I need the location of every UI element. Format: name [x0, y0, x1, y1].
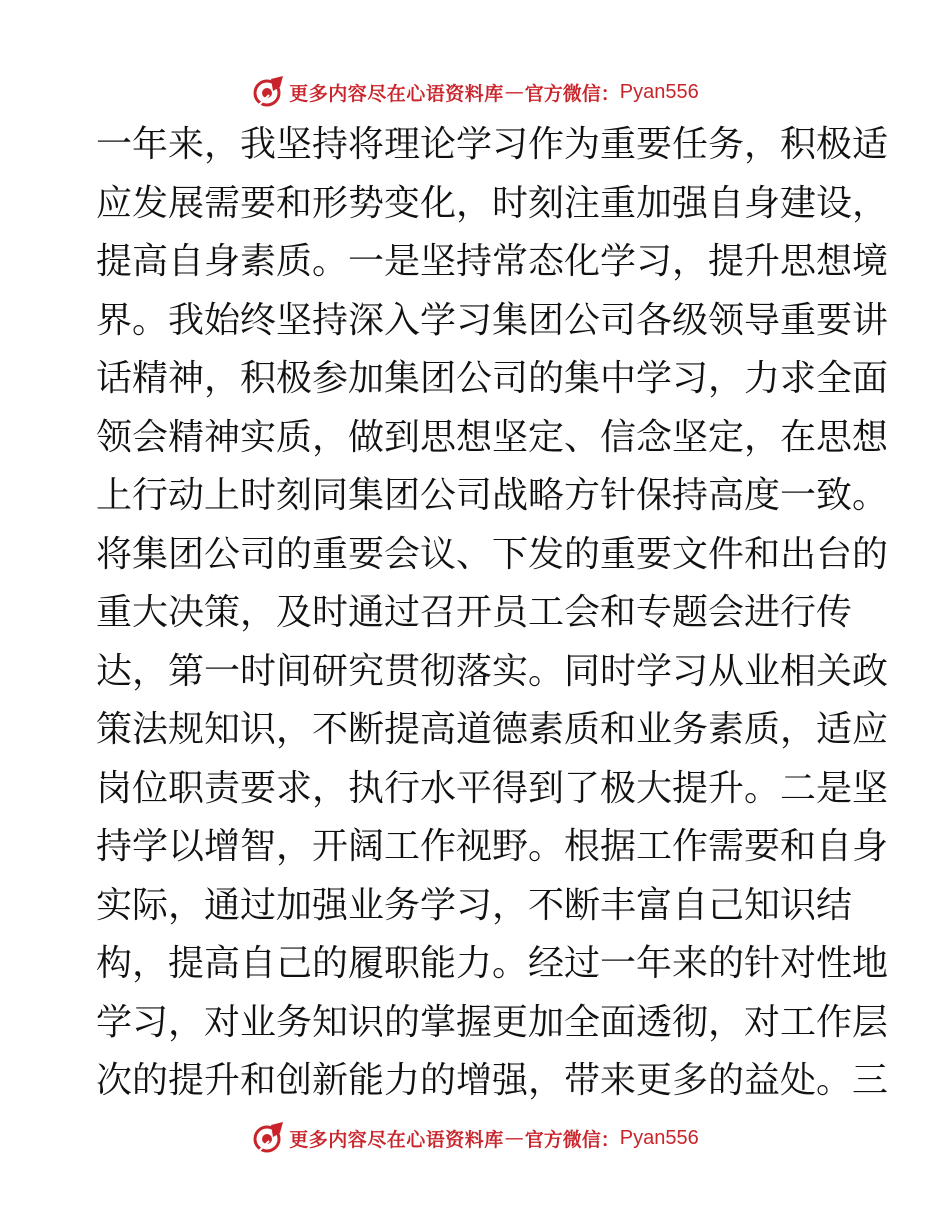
body-line-15: 构，提高自己的履职能力。经过一年来的针对性地 — [96, 943, 889, 984]
footer-contact-label: 官方微信： — [524, 1128, 620, 1151]
body-line-5: 话精神，积极参加集团公司的集中学习，力求全面 — [96, 358, 889, 399]
body-line-14: 实际，通过加强业务学习，不断丰富自己知识结 — [96, 884, 853, 926]
body-line-16: 学习，对业务知识的掌握更加全面透彻，对工作层 — [96, 1001, 889, 1043]
body-line-9: 重大决策，及时通过召开员工会和专题会进行传 — [96, 592, 853, 633]
body-line-13: 持学以增智，开阔工作视野。根据工作需要和自身 — [96, 826, 889, 867]
footer-banner — [0, 1118, 950, 1158]
quill-seal-icon — [251, 75, 285, 109]
body-line-10: 达，第一时间研究贯彻落实。同时学习从业相关政 — [96, 650, 889, 692]
quill-seal-icon — [251, 1121, 285, 1155]
banner-separator: — — [504, 81, 524, 103]
body-line-17: 次的提升和创新能力的增强，带来更多的益处。三 — [96, 1060, 889, 1101]
body-line-4: 界。我始终坚持深入学习集团公司各级领导重要讲 — [96, 299, 889, 341]
header-banner — [0, 72, 950, 112]
body-line-12: 岗位职责要求，执行水平得到了极大提升。二是坚 — [96, 767, 889, 809]
banner-site-text: 更多内容尽在心语资料库 — [289, 82, 504, 105]
banner-contact-id: Pyan556 — [619, 80, 699, 103]
body-line-7: 上行动上时刻同集团公司战略方针保持高度一致。 — [96, 475, 889, 516]
body-line-8: 将集团公司的重要会议、下发的重要文件和出台的 — [96, 533, 889, 575]
body-line-1: 一年来，我坚持将理论学习作为重要任务，积极适 — [96, 124, 889, 165]
body-line-3: 提高自身素质。一是坚持常态化学习，提升思想境 — [96, 241, 889, 282]
footer-separator: — — [504, 1127, 524, 1149]
body-line-6: 领会精神实质，做到思想坚定、信念坚定，在思想 — [96, 416, 889, 458]
banner-contact-label: 官方微信： — [524, 82, 620, 105]
document-body — [96, 116, 889, 1111]
body-line-11: 策法规知识，不断提高道德素质和业务素质，适应 — [96, 709, 889, 750]
footer-site-text: 更多内容尽在心语资料库 — [289, 1128, 504, 1151]
footer-contact-id: Pyan556 — [619, 1126, 699, 1149]
body-line-2: 应发展需要和形势变化，时刻注重加强自身建设， — [96, 182, 889, 224]
